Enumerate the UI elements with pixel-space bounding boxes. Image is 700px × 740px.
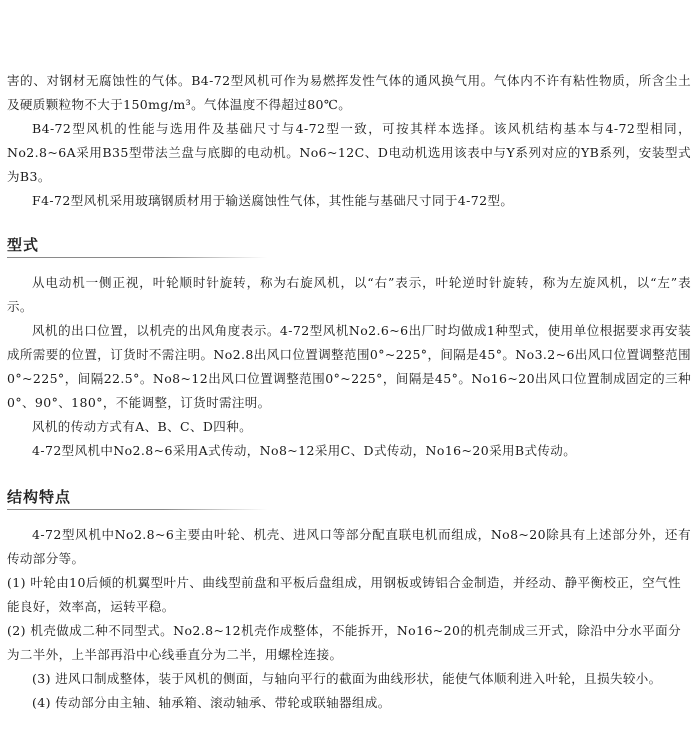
structure-item-1: (1) 叶轮由10后倾的机翼型叶片、曲线型前盘和平板后盘组成，用钢板或铸铝合金制造，并经动、静平衡校正，空气性能良好，效率高，运转平稳。 xyxy=(7,575,681,614)
intro-paragraph-1: 害的、对钢材无腐蚀性的气体。B4-72型风机可作为易燃挥发性气体的通风换气用。气体内不许有粘性物质，所含尘土及硬质颗粒物不大于150mg/m³。气体温度不得超过80℃。 xyxy=(7,73,691,112)
section-divider-type xyxy=(7,257,267,258)
type-paragraph-4: 4-72型风机中No2.8~6采用A式传动，No8~12采用C、D式传动，No16~20采用B式传动。 xyxy=(32,443,577,458)
intro-paragraph-3: F4-72型风机采用玻璃钢质材用于输送腐蚀性气体，其性能与基础尺寸同于4-72型。 xyxy=(32,193,514,208)
type-paragraph-1: 从电动机一侧正视，叶轮顺时针旋转，称为右旋风机，以“右”表示，叶轮逆时针旋转，称为左旋风机，以“左”表示。 xyxy=(7,275,691,314)
type-paragraph-2: 风机的出口位置，以机壳的出风角度表示。4-72型风机No2.6~6出厂时均做成1种型式，使用单位根据要求再安装成所需要的位置，订货时不需注明。No2.8出风口位置调整范围0°~225°，间隔是45°。No3.2~6出风口位置调整范围0°~225°，间隔22.5°。No8~12出风口位置调整范围0°~225°，间隔是45°。No16~20出风口位置制成固定的三种0°、90°、180°，不能调整，订货时需注明。 xyxy=(7,323,691,410)
section-title-type: 型式 xyxy=(7,236,40,254)
section-divider-structure xyxy=(7,509,267,510)
type-section-body xyxy=(7,271,691,463)
structure-item-4: (4) 传动部分由主轴、轴承箱、滚动轴承、带轮或联轴器组成。 xyxy=(32,695,391,710)
intro-paragraph-2: B4-72型风机的性能与选用件及基础尺寸与4-72型一致，可按其样本选择。该风机结构基本与4-72型相同，No2.8~6A采用B35型带法兰盘与底脚的电动机。No6~12C、D电动机选用该表中与Y系列对应的YB系列，安装型式为B3。 xyxy=(7,121,691,184)
type-paragraph-3: 风机的传动方式有A、B、C、D四种。 xyxy=(32,419,252,434)
intro-section xyxy=(7,69,691,213)
structure-paragraph-1: 4-72型风机中No2.8~6主要由叶轮、机壳、进风口等部分配直联电机而组成，No8~20除具有上述部分外，还有传动部分等。 xyxy=(7,527,691,566)
structure-item-3: (3) 进风口制成整体，装于风机的侧面，与轴向平行的截面为曲线形状，能使气体顺利进入叶轮，且损失较小。 xyxy=(32,671,662,686)
section-title-structure: 结构特点 xyxy=(7,488,72,506)
structure-item-2: (2) 机壳做成二种不同型式。No2.8~12机壳作成整体，不能拆开，No16~20的机壳制成三开式，除沿中分水平面分为二半外，上半部再沿中心线垂直分为二半，用螺栓连接。 xyxy=(7,623,681,662)
structure-section-body xyxy=(7,523,691,715)
